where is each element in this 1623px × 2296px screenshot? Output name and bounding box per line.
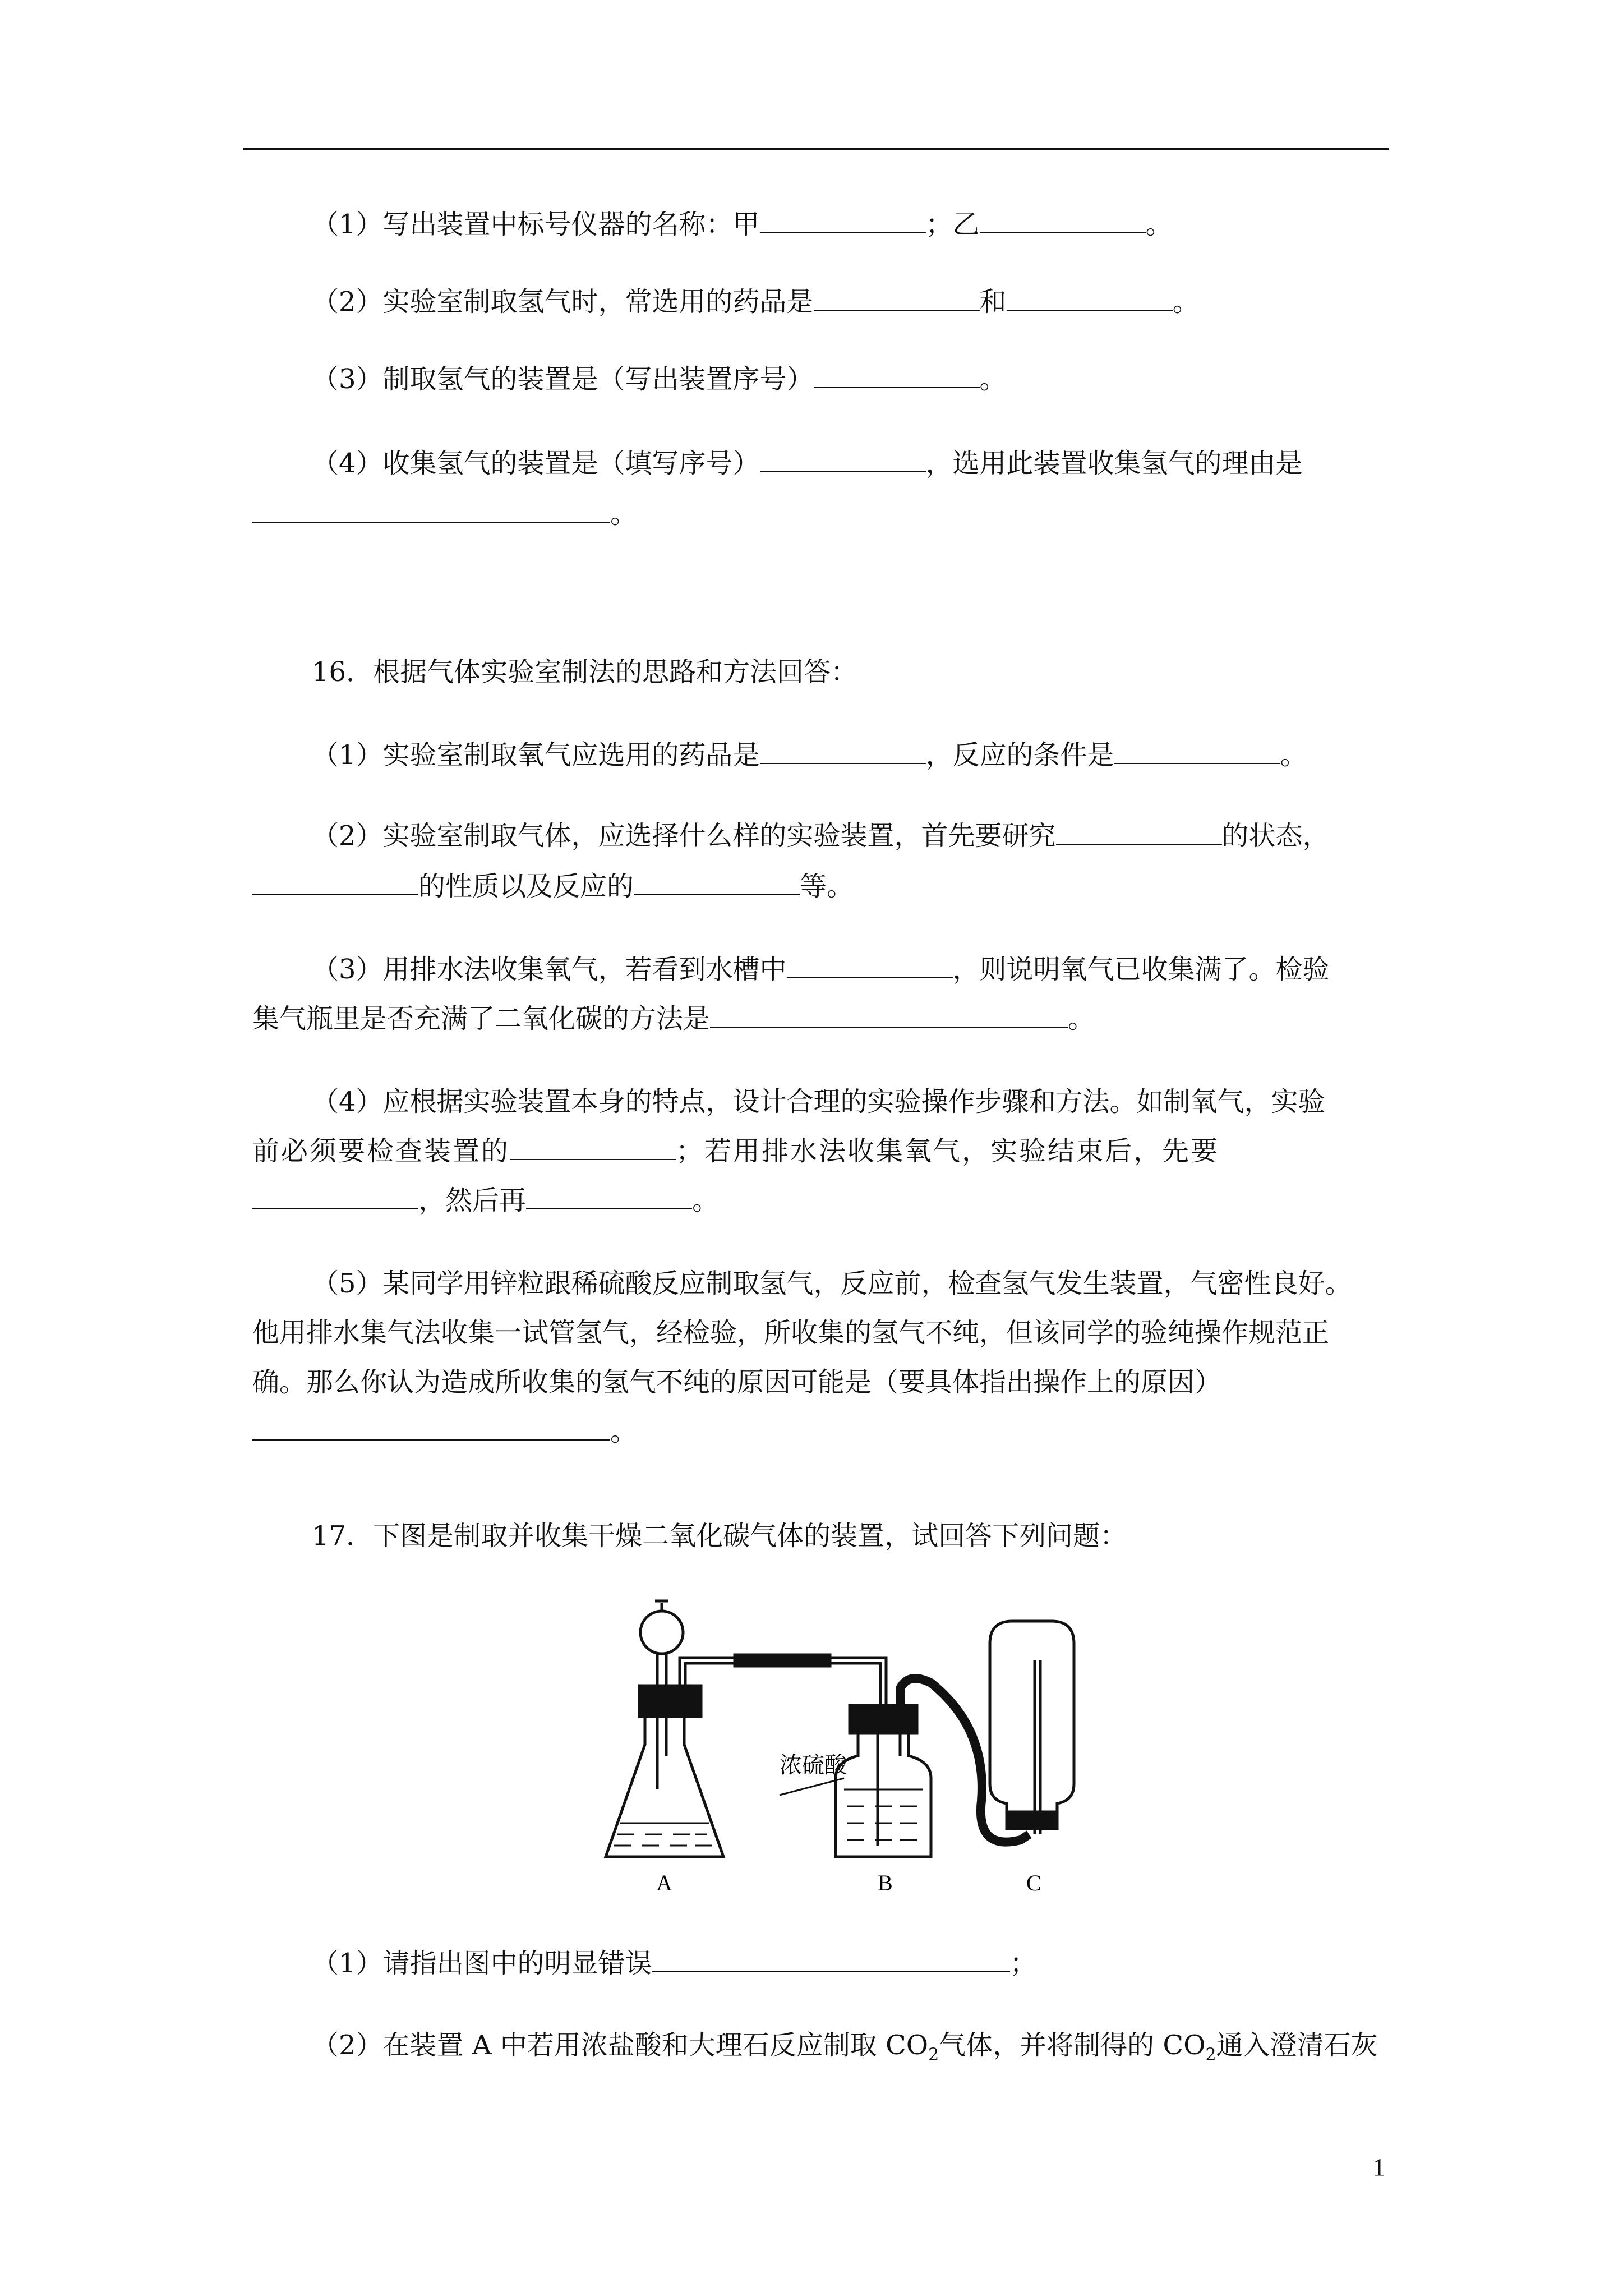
label-c: C <box>1026 1870 1041 1895</box>
answer-blank[interactable] <box>814 287 980 311</box>
conical-flask <box>606 1717 723 1857</box>
q16-line-4-cont: 前必须要检查装置的 ；若用排水法收集氧气，实验结束后，先要 <box>252 1135 1220 1167</box>
answer-blank[interactable] <box>526 1186 692 1209</box>
header-rule <box>243 148 1389 150</box>
answer-blank[interactable] <box>1114 740 1280 764</box>
q15-line-3: （3）制取氢气的装置是（写出装置序号） 。 <box>312 364 1007 395</box>
answer-blank[interactable] <box>252 1417 610 1441</box>
q16-title: 16．根据气体实验室制法的思路和方法回答： <box>312 656 858 688</box>
answer-blank[interactable] <box>252 499 610 523</box>
answer-blank[interactable] <box>980 210 1146 233</box>
answer-blank[interactable] <box>814 365 980 388</box>
answer-blank[interactable] <box>252 1186 418 1209</box>
answer-blank[interactable] <box>1007 287 1173 311</box>
stopper-b <box>850 1705 917 1733</box>
q16-line-5b: 他用排水集气法收集一试管氢气，经检验，所收集的氢气不纯，但该同学的验纯操作规范正 <box>252 1317 1330 1349</box>
q16-line-3-cont: 集气瓶里是否充满了二氧化碳的方法是 。 <box>252 1003 1095 1034</box>
answer-blank[interactable] <box>1056 821 1222 845</box>
answer-blank[interactable] <box>634 872 800 895</box>
funnel-bulb <box>640 1611 683 1654</box>
page-number: 1 <box>1373 2154 1385 2181</box>
q16-line-2: （2）实验室制取气体，应选择什么样的实验装置，首先要研究 的状态， <box>312 820 1330 852</box>
q15-line-4-cont: 。 <box>252 487 1391 541</box>
answer-blank[interactable] <box>760 210 926 233</box>
q16-line-5: （5）某同学用锌粒跟稀硫酸反应制取氢气，反应前，检查氢气发生装置，气密性良好。 <box>312 1268 1352 1299</box>
answer-blank[interactable] <box>252 872 418 895</box>
q16-line-5d: 。 <box>252 1405 1391 1458</box>
label-b: B <box>878 1870 893 1895</box>
answer-blank[interactable] <box>760 449 926 472</box>
q15-line-2: （2）实验室制取氢气时，常选用的药品是 和 。 <box>312 286 1200 318</box>
answer-blank[interactable] <box>760 740 926 764</box>
collection-bottle <box>990 1621 1074 1823</box>
answer-blank[interactable] <box>510 1137 676 1160</box>
q15-line-4: （4）收集氢气的装置是（填写序号） ，选用此装置收集氢气的理由是 <box>312 448 1303 479</box>
stopper-a <box>639 1686 701 1717</box>
q17-line-1: （1）请指出图中的明显错误 ； <box>312 1948 1037 1979</box>
q17-title: 17．下图是制取并收集干燥二氧化碳气体的装置，试回答下列问题： <box>312 1520 1127 1552</box>
q16-line-2-cont: 的性质以及反应的 等。 <box>252 859 1391 913</box>
answer-blank[interactable] <box>652 1949 1010 1972</box>
label-a: A <box>656 1870 672 1895</box>
q16-line-5c: 确。那么你认为造成所收集的氢气不纯的原因可能是（要具体指出操作上的原因） <box>252 1366 1222 1398</box>
washing-bottle <box>836 1733 931 1857</box>
q16-line-4: （4）应根据实验装置本身的特点，设计合理的实验操作步骤和方法。如制氧气，实验 <box>312 1086 1325 1117</box>
q15-line-1: （1）写出装置中标号仪器的名称：甲 ；乙 。 <box>312 209 1173 240</box>
q16-line-1: （1）实验室制取氧气应选用的药品是 ，反应的条件是 。 <box>312 739 1307 771</box>
q16-line-3: （3）用排水法收集氧气，若看到水槽中 ，则说明氧气已收集满了。检验 <box>312 954 1330 985</box>
answer-blank[interactable] <box>710 1004 1068 1028</box>
answer-blank[interactable] <box>787 955 953 978</box>
apparatus-figure <box>594 1588 1077 1902</box>
label-concentrated-sulfuric-acid: 浓硫酸 <box>780 1752 847 1778</box>
q17-line-2: （2）在装置 A 中若用浓盐酸和大理石反应制取 $CO_2$气体，并将制得的 $CO_2$通入澄清石灰 <box>312 2030 1378 2065</box>
q16-line-4-cont2: ，然后再 。 <box>252 1174 1391 1227</box>
